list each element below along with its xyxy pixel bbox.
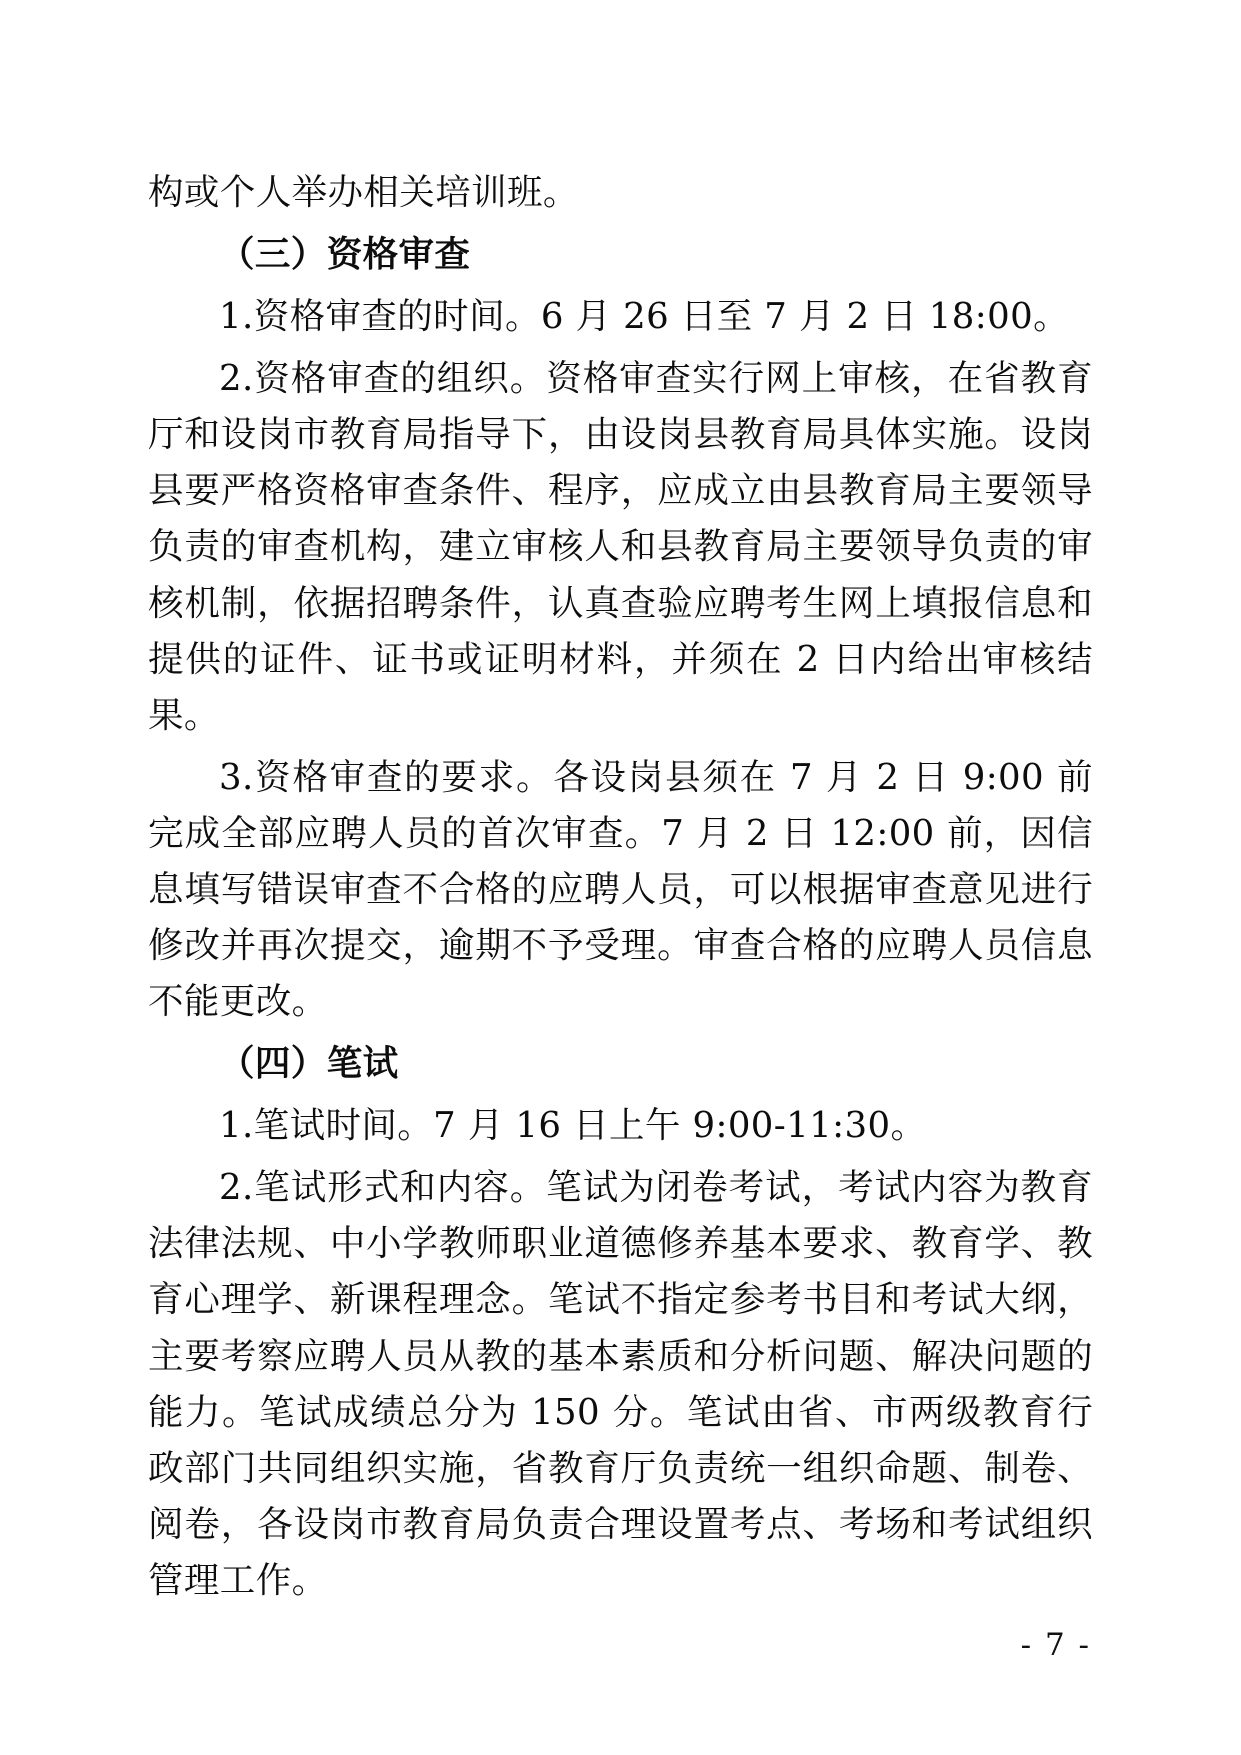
paragraph-review-time: 1.资格审查的时间。6 月 26 日至 7 月 2 日 18:00。 [219, 296, 1069, 338]
paragraph-exam-format: 2.笔试形式和内容。笔试为闭卷考试，考试内容为教育法律法规、中小学教师职业道德修养基本要求、教育学、教育心理学、新课程理念。笔试不指定参考书目和考试大纲，主要考察应聘人员从教的基本素质和分析问题、解决问题的能力。笔试成绩总分为 150 分。笔试由省、市两级教育行政部门共同组织实施，省教育厅负责统一组织命题、制卷、阅卷，各设岗市教育局负责合理设置考点、考场和考试组织管理工作。 [148, 1167, 1093, 1601]
paragraph-continuation: 构或个人举办相关培训班。 [148, 172, 579, 213]
paragraph-review-requirements: 3.资格审查的要求。各设岗县须在 7 月 2 日 9:00 前完成全部应聘人员的首次审查。7 月 2 日 12:00 前，因信息填写错误审查不合格的应聘人员，可以根据审查意见进行修改并再次提交，逾期不予受理。审查合格的应聘人员信息不能更改。 [148, 756, 1093, 1023]
page-number: - 7 - [1020, 1627, 1091, 1663]
heading-section-three: （三）资格审查 [219, 234, 471, 276]
paragraph-exam-time: 1.笔试时间。7 月 16 日上午 9:00-11:30。 [219, 1105, 927, 1147]
heading-section-four: （四）笔试 [219, 1043, 399, 1085]
paragraph-review-organization: 2.资格审查的组织。资格审查实行网上审核，在省教育厅和设岗市教育局指导下，由设岗县教育局具体实施。设岗县要严格资格审查条件、程序，应成立由县教育局主要领导负责的审查机构，建立审核人和县教育局主要领导负责的审核机制，依据招聘条件，认真查验应聘考生网上填报信息和提供的证件、证书或证明材料，并须在 2 日内给出审核结果。 [148, 358, 1093, 736]
document-body [148, 165, 1093, 1609]
